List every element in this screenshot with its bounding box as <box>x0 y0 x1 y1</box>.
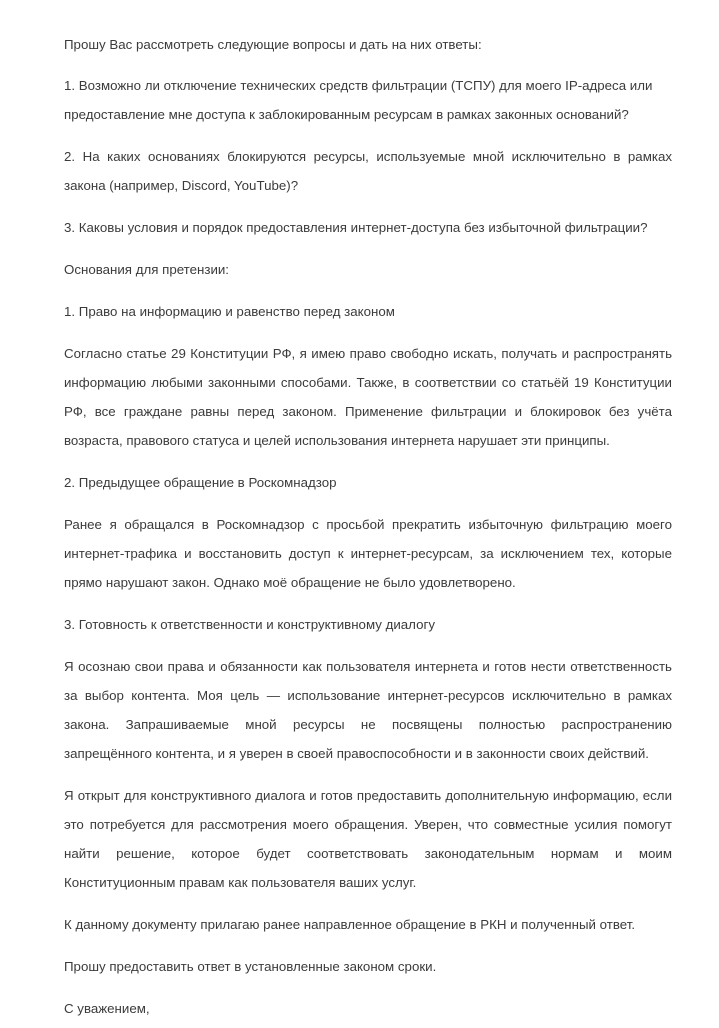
paragraph-ground-1-body: Согласно статье 29 Конституции РФ, я имею право свободно искать, получать и распространять информацию любыми законными способами. Также, в соответствии со статьёй 19 Конституции РФ, все граждане равны перед законом. Применение фильтрации и блокировок без учёта возраста, правового статуса и целей использования интернета нарушает эти принципы. <box>64 346 672 448</box>
heading-ground-2: 2. Предыдущее обращение в Роскомнадзор <box>64 475 337 490</box>
paragraph-dialogue-body: Я открыт для конструктивного диалога и готов предоставить дополнительную информацию, если это потребуется для рассмотрения моего обращения. Уверен, что совместные усилия помогут найти решение, которое будет соответствовать законодательным нормам и моим Конституционным правам как пользователя ваших услуг. <box>64 788 672 890</box>
document-text-body <box>64 30 672 1028</box>
paragraph-question-1: 1. Возможно ли отключение технических средств фильтрации (ТСПУ) для моего IP-адреса или предоставление мне доступа к заблокированным ресурсам в рамках законных оснований? <box>64 78 653 122</box>
paragraph-attachment-note: К данному документу прилагаю ранее направленное обращение в РКН и полученный ответ. <box>64 917 636 932</box>
paragraph-intro: Прошу Вас рассмотреть следующие вопросы и дать на них ответы: <box>64 37 482 52</box>
paragraph-question-3: 3. Каковы условия и порядок предоставления интернет-доступа без избыточной фильтрации? <box>64 220 648 235</box>
paragraph-signoff: С уважением, <box>64 1001 150 1016</box>
paragraph-ground-2-body: Ранее я обращался в Роскомнадзор с просьбой прекратить избыточную фильтрацию моего интернет-трафика и восстановить доступ к интернет-ресурсам, за исключением тех, которые прямо нарушают закон. Однако моё обращение не было удовлетворено. <box>64 517 672 590</box>
heading-ground-1: 1. Право на информацию и равенство перед законом <box>64 304 395 319</box>
heading-ground-3: 3. Готовность к ответственности и конструктивному диалогу <box>64 617 435 632</box>
paragraph-ground-3-body: Я осознаю свои права и обязанности как пользователя интернета и готов нести ответственность за выбор контента. Моя цель — использование интернет-ресурсов исключительно в рамках закона. Запрашиваемые мной ресурсы не посвящены полностью распространению запрещённого контента, и я уверен в своей правоспособности и в законности своих действий. <box>64 659 672 761</box>
heading-grounds: Основания для претензии: <box>64 262 229 277</box>
paragraph-question-2: 2. На каких основаниях блокируются ресурсы, используемые мной исключительно в рамках закона (например, Discord, YouTube)? <box>64 149 672 193</box>
paragraph-deadline-request: Прошу предоставить ответ в установленные законом сроки. <box>64 959 437 974</box>
